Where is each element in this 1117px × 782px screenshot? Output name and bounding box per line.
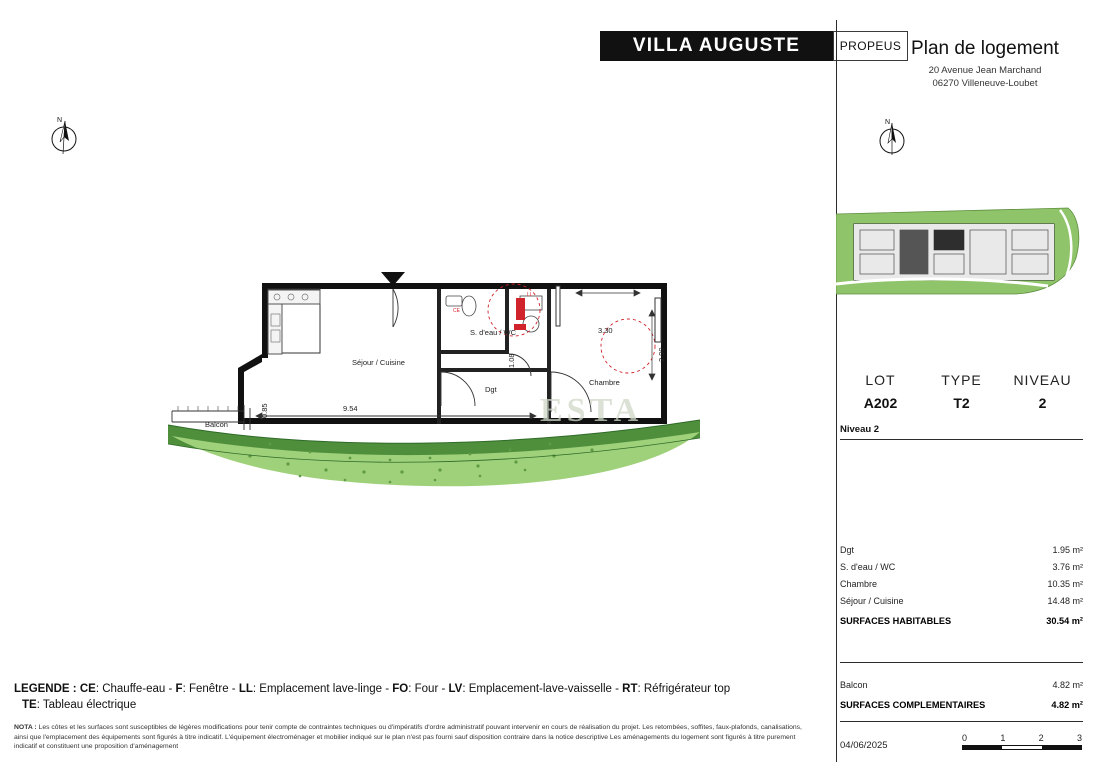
svg-text:LL: LL — [527, 292, 533, 298]
legend-code-ce: CE — [79, 683, 96, 695]
room-name: Chambre — [840, 578, 878, 589]
type-column — [921, 372, 1002, 411]
floor-plan-drawing — [0, 100, 830, 660]
compass-rose-panel — [872, 115, 912, 159]
scale-segment — [1002, 746, 1041, 749]
niveau-value: 2 — [1038, 395, 1047, 411]
surfaces-habitables-table — [840, 541, 1083, 630]
room-label-sdeau-wc: S. d'eau / WC — [470, 328, 517, 337]
legend-text-fo: : Four - — [408, 683, 446, 695]
project-address — [860, 64, 1110, 90]
legend-code-lv: LV — [448, 683, 463, 695]
legend-text-ll: : Emplacement lave-linge - — [252, 683, 390, 695]
legend-code-rt: RT — [622, 683, 638, 695]
habitables-total-label: SURFACES HABITABLES — [840, 616, 952, 626]
legend-code-ll: LL — [238, 683, 253, 695]
legend-code-te: TE — [22, 699, 37, 711]
scale-track — [962, 745, 1082, 750]
footer-divider — [840, 721, 1083, 722]
niveau-row: Niveau 2 — [840, 424, 1083, 440]
scale-tick: 3 — [1076, 733, 1082, 743]
legend-code-f: F — [175, 683, 183, 695]
address-line-2: 06270 Villeneuve-Loubet — [932, 78, 1038, 89]
lot-label: LOT — [865, 372, 896, 388]
complementaires-total-value: 4.82 m² — [1051, 700, 1083, 710]
panel-divider — [836, 20, 837, 762]
room-label-chambre: Chambre — [589, 378, 620, 387]
legend-code-fo: FO — [392, 683, 409, 695]
table-row — [840, 558, 1083, 575]
dimension-1-08: 1.08 — [507, 353, 516, 368]
legend-prefix: LEGENDE : — [14, 683, 77, 695]
room-area: 1.95 m² — [1052, 544, 1083, 555]
niveau-column — [1002, 372, 1083, 411]
room-name: Dgt — [840, 544, 855, 555]
room-name: Séjour / Cuisine — [840, 595, 904, 606]
page-title: Plan de logement — [911, 38, 1059, 59]
scale-tick: 2 — [1038, 733, 1044, 743]
document-date: 04/06/2025 — [840, 740, 888, 751]
watermark: ESTA — [540, 392, 643, 429]
table-row-total — [840, 693, 1083, 714]
table-row — [840, 592, 1083, 609]
site-plan-thumbnail — [836, 206, 1084, 296]
legend-text-ce: : Chauffe-eau - — [95, 683, 173, 695]
type-value: T2 — [953, 395, 970, 411]
table-row — [840, 676, 1083, 693]
table-row — [840, 575, 1083, 592]
table-row-total — [840, 609, 1083, 630]
legend-te — [14, 699, 814, 711]
legend-text-lv: : Emplacement-lave-vaisselle - — [462, 683, 619, 695]
legend-text-f: : Fenêtre - — [182, 683, 236, 695]
surfaces-complementaires-table — [840, 676, 1083, 714]
lot-value: A202 — [863, 395, 898, 411]
table-row — [840, 541, 1083, 558]
room-area: 14.48 m² — [1047, 595, 1083, 606]
dimension-9-54: 9.54 — [343, 404, 358, 413]
scale-ticks — [962, 733, 1082, 743]
agency-badge: PROPEUS — [833, 31, 908, 61]
surfaces-divider — [840, 662, 1083, 663]
habitables-total-value: 30.54 m² — [1046, 616, 1083, 626]
svg-text:N: N — [885, 119, 891, 126]
room-area: 3.76 m² — [1052, 561, 1083, 572]
lot-summary — [840, 372, 1083, 411]
svg-text:N: N — [57, 117, 63, 124]
dimension-2-90: 2.90 — [657, 347, 666, 362]
room-label-dgt: Dgt — [485, 385, 497, 394]
legend-text-rt: : Réfrigérateur top — [637, 683, 731, 695]
room-label-balcon: Balcon — [205, 420, 228, 429]
scale-segment — [1042, 746, 1081, 749]
niveau-label: NIVEAU — [1013, 372, 1072, 388]
scale-bar — [962, 733, 1082, 750]
svg-text:CE: CE — [453, 308, 460, 314]
legend-text-te: : Tableau électrique — [36, 699, 137, 711]
room-area: 10.35 m² — [1047, 578, 1083, 589]
room-label-sejour-cuisine: Séjour / Cuisine — [352, 358, 405, 367]
scale-tick: 1 — [1000, 733, 1006, 743]
scale-segment — [963, 746, 1002, 749]
dimension-0-85: 0.85 — [260, 403, 269, 418]
nota-disclaimer — [14, 723, 814, 752]
legend — [14, 683, 814, 711]
brand-title-bar: VILLA AUGUSTE — [600, 31, 833, 61]
dimension-3-30: 3.30 — [598, 326, 613, 335]
scale-tick: 0 — [962, 733, 968, 743]
type-label: TYPE — [941, 372, 982, 388]
room-name: S. d'eau / WC — [840, 561, 896, 572]
complementaires-total-label: SURFACES COMPLEMENTAIRES — [840, 700, 986, 710]
nota-text: Les côtes et les surfaces sont susceptibles de légères modifications pour tenir compte de contraintes techniques ou d'impératifs d'ordre administratif pouvant intervenir en cours de réalisation du projet. Les retombées, soffites, faux-plafonds, canalisations, ainsi que l'emplacement des équipements sont figurés à titre indicatif. L'équipement électroménager et mobilier indiqué sur le plan n'est pas fourni sauf disposition contraire dans la notice descriptive Les aménagements du logement sont figurés à titre purement indicatif et constituent une proposition d'aménagement — [14, 724, 802, 751]
lot-column — [840, 372, 921, 411]
room-name: Balcon — [840, 679, 868, 690]
nota-label: NOTA : — [14, 724, 37, 731]
address-line-1: 20 Avenue Jean Marchand — [928, 65, 1042, 76]
room-area: 4.82 m² — [1052, 679, 1083, 690]
